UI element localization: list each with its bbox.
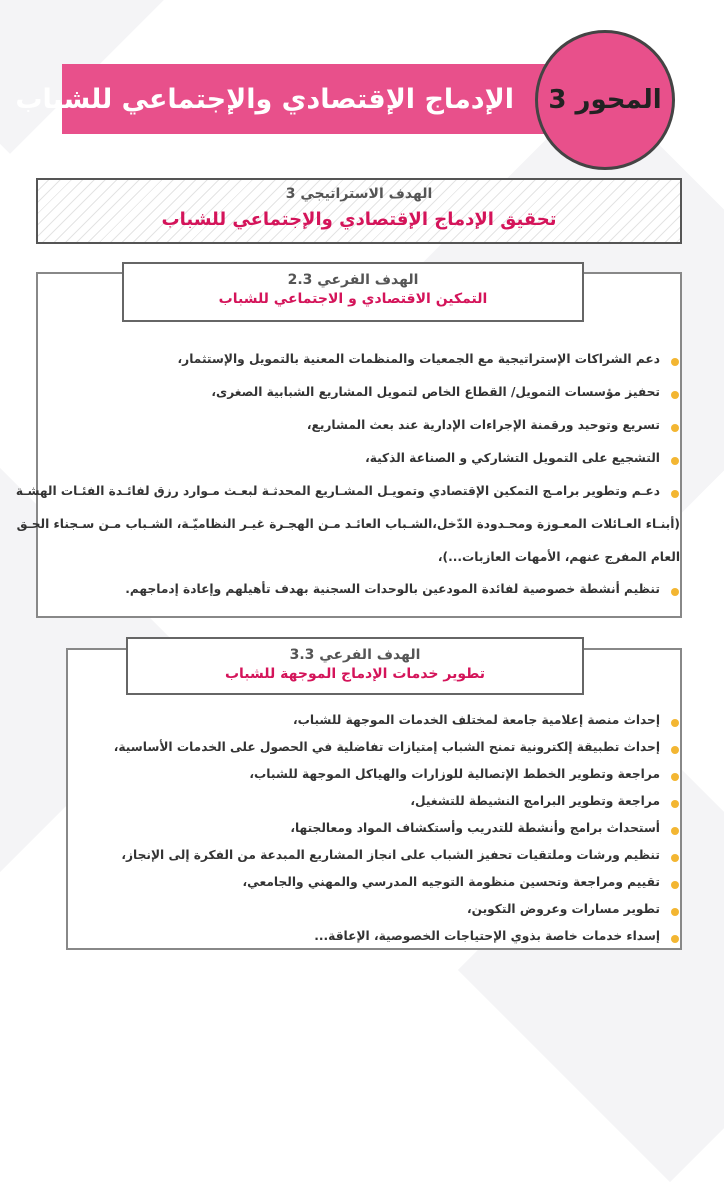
list-item: تنظيم ورشات وملتقيات تحفيز الشباب على انجاز المشاريع المبدعة من الفكرة إلى الإنجاز،	[78, 848, 682, 862]
bullet-icon	[671, 854, 679, 862]
list-item: إحداث منصة إعلامية جامعة لمختلف الخدمات الموجهة للشباب،	[78, 713, 682, 727]
list-item: تنظيم أنشطة خصوصية لفائدة المودعين بالوحدات السجنية بهدف تأهيلهم وإعادة إدماجهم.	[48, 582, 682, 596]
list-item: مراجعة وتطوير الخطط الإتصالية للوزارات والهياكل الموجهة للشباب،	[78, 767, 682, 781]
bullet-icon	[671, 719, 679, 727]
list-item: دعـم وتطوير برامـج التمكين الإقتصادي وتمويـل المشـاريع المحدثـة لبعـث مـوارد رزق لفائـدة الفئـات الهشـة	[48, 484, 682, 498]
page-title: الإدماج الإقتصادي والإجتماعي للشباب	[15, 84, 514, 115]
list-item: دعم الشراكات الإستراتيجية مع الجمعيات والمنظمات المعنية بالتمويل والإستثمار،	[48, 352, 682, 366]
bullet-icon	[671, 773, 679, 781]
list-item: مراجعة وتطوير البرامج النشيطة للتشغيل،	[78, 794, 682, 808]
list-item: إسداء خدمات خاصة بذوي الإحتياجات الخصوصية، الإعاقة...	[78, 929, 682, 943]
strategic-kicker: الهدف الاستراتيجي 3	[285, 186, 433, 202]
bullet-icon	[671, 908, 679, 916]
bullet-icon	[671, 935, 679, 943]
list-item: تطوير مسارات وعروض التكوين،	[78, 902, 682, 916]
bullet-icon	[671, 881, 679, 889]
list-item: تحفيز مؤسسات التمويل/ القطاع الخاص لتمويل المشاريع الشبابية الصغرى،	[48, 385, 682, 399]
bullet-icon	[671, 746, 679, 754]
sub-objective-title: تطوير خدمات الإدماج الموجهة للشباب	[224, 666, 486, 682]
sub-objective-kicker: الهدف الفرعي 2.3	[287, 272, 419, 288]
bullet-icon	[671, 827, 679, 835]
sub-objective-list-2	[78, 0, 682, 1024]
list-item: أستحداث برامج وأنشطة للتدريب وأستكشاف المواد ومعالجتها،	[78, 821, 682, 835]
list-item: إحداث تطبيقة إلكترونية تمنح الشباب إمتيازات تفاضلية في الحصول على الخدمات الأساسية،	[78, 740, 682, 754]
list-item: التشجيع على التمويل التشاركي و الصناعة الذكية،	[48, 451, 682, 465]
axis-label: المحور 3	[548, 85, 662, 115]
list-item-continuation: العام المفرج عنهم، الأمهات العازبات...)،	[437, 550, 680, 564]
list-item: تسريع وتوحيد ورقمنة الإجراءات الإدارية عند بعث المشاريع،	[48, 418, 682, 432]
list-item-continuation: (أبنـاء العـائلات المعـوزة ومحـدودة الدّخل،الشـباب العائـد مـن الهجـرة غيـر النظاميّـة، الشـباب مـن سـجناء الحـق	[16, 517, 680, 531]
strategic-title: تحقيق الإدماج الإقتصادي والإجتماعي للشباب	[161, 209, 557, 230]
list-item: تقييم ومراجعة وتحسين منظومة التوجيه المدرسي والمهني والجامعي،	[78, 875, 682, 889]
bullet-icon	[671, 800, 679, 808]
sub-objective-title: التمكين الاقتصادي و الاجتماعي للشباب	[218, 291, 488, 307]
sub-objective-kicker: الهدف الفرعي 3.3	[289, 647, 421, 663]
